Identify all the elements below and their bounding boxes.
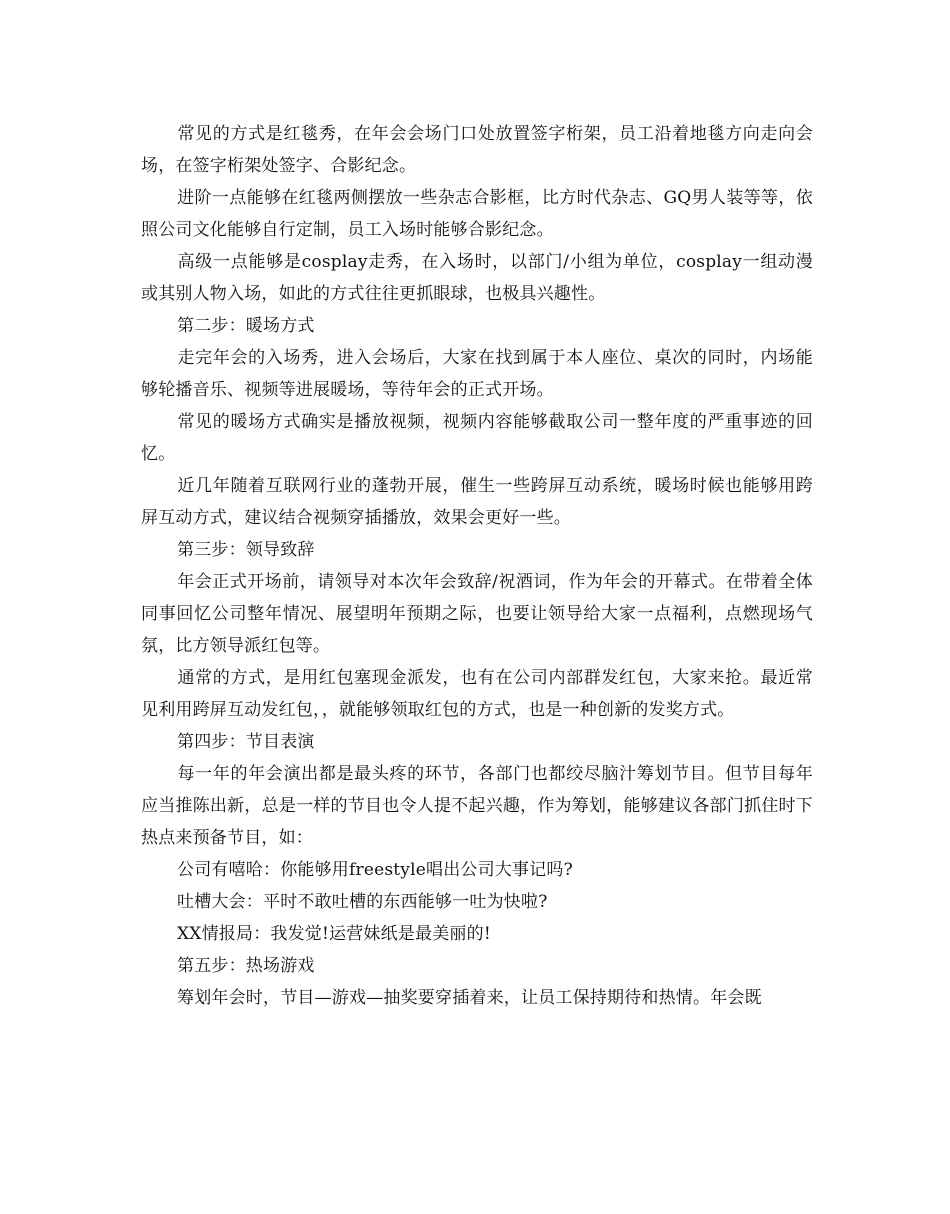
list-item — [141, 886, 813, 918]
section-heading-text: 第五步：热场游戏 — [177, 956, 315, 976]
paragraph-text: 年会正式开场前，请领导对本次年会致辞/祝酒词，作为年会的开幕式。在带着全体同事回忆公司整年情况、展望明年预期之际，也要让领导给大家一点福利，点燃现场气氛，比方领导派红包等。 — [141, 572, 813, 656]
section-heading — [141, 726, 813, 758]
paragraph-text: 走完年会的入场秀，进入会场后，大家在找到属于本人座位、桌次的同时，内场能够轮播音乐、视频等进展暖场，等待年会的正式开场。 — [141, 348, 813, 400]
list-item-text: XX情报局：我发觉!运营妹纸是最美丽的! — [177, 924, 491, 944]
paragraph-text: 通常的方式，是用红包塞现金派发，也有在公司内部群发红包，大家来抢。最近常见利用跨屏互动发红包，，就能够领取红包的方式，也是一种创新的发奖方式。 — [141, 668, 813, 720]
list-item — [141, 918, 813, 950]
paragraph — [141, 470, 813, 534]
paragraph-text: 近几年随着互联网行业的蓬勃开展，催生一些跨屏互动系统，暖场时候也能够用跨屏互动方式，建议结合视频穿插播放，效果会更好一些。 — [141, 476, 813, 528]
section-heading — [141, 534, 813, 566]
paragraph — [141, 118, 813, 182]
paragraph — [141, 246, 813, 310]
section-heading-text: 第三步：领导致辞 — [177, 540, 315, 560]
document-body — [141, 118, 813, 1014]
list-item-text: 吐槽大会：平时不敢吐槽的东西能够一吐为快啦? — [177, 892, 548, 912]
list-item-text: 公司有嘻哈：你能够用freestyle唱出公司大事记吗? — [177, 860, 573, 880]
paragraph-text: 常见的方式是红毯秀，在年会会场门口处放置签字桁架，员工沿着地毯方向走向会场，在签字桁架处签字、合影纪念。 — [141, 124, 813, 176]
paragraph — [141, 758, 813, 854]
paragraph — [141, 982, 813, 1014]
list-item — [141, 854, 813, 886]
paragraph-text: 筹划年会时，节目—游戏—抽奖要穿插着来，让员工保持期待和热情。年会既 — [177, 988, 762, 1008]
section-heading — [141, 950, 813, 982]
paragraph-text: 进阶一点能够在红毯两侧摆放一些杂志合影框，比方时代杂志、GQ男人装等等，依照公司文化能够自行定制，员工入场时能够合影纪念。 — [141, 188, 813, 240]
section-heading — [141, 310, 813, 342]
paragraph-text: 高级一点能够是cosplay走秀，在入场时，以部门/小组为单位，cosplay一组动漫或其别人物入场，如此的方式往往更抓眼球，也极具兴趣性。 — [141, 252, 813, 304]
paragraph-text: 每一年的年会演出都是最头疼的环节，各部门也都绞尽脑汁筹划节目。但节目每年应当推陈出新，总是一样的节目也令人提不起兴趣，作为筹划，能够建议各部门抓住时下热点来预备节目，如： — [141, 764, 813, 848]
paragraph — [141, 566, 813, 662]
paragraph — [141, 662, 813, 726]
section-heading-text: 第四步：节目表演 — [177, 732, 315, 752]
paragraph — [141, 182, 813, 246]
paragraph — [141, 406, 813, 470]
paragraph — [141, 342, 813, 406]
section-heading-text: 第二步：暖场方式 — [177, 316, 315, 336]
paragraph-text: 常见的暖场方式确实是播放视频，视频内容能够截取公司一整年度的严重事迹的回忆。 — [141, 412, 813, 464]
